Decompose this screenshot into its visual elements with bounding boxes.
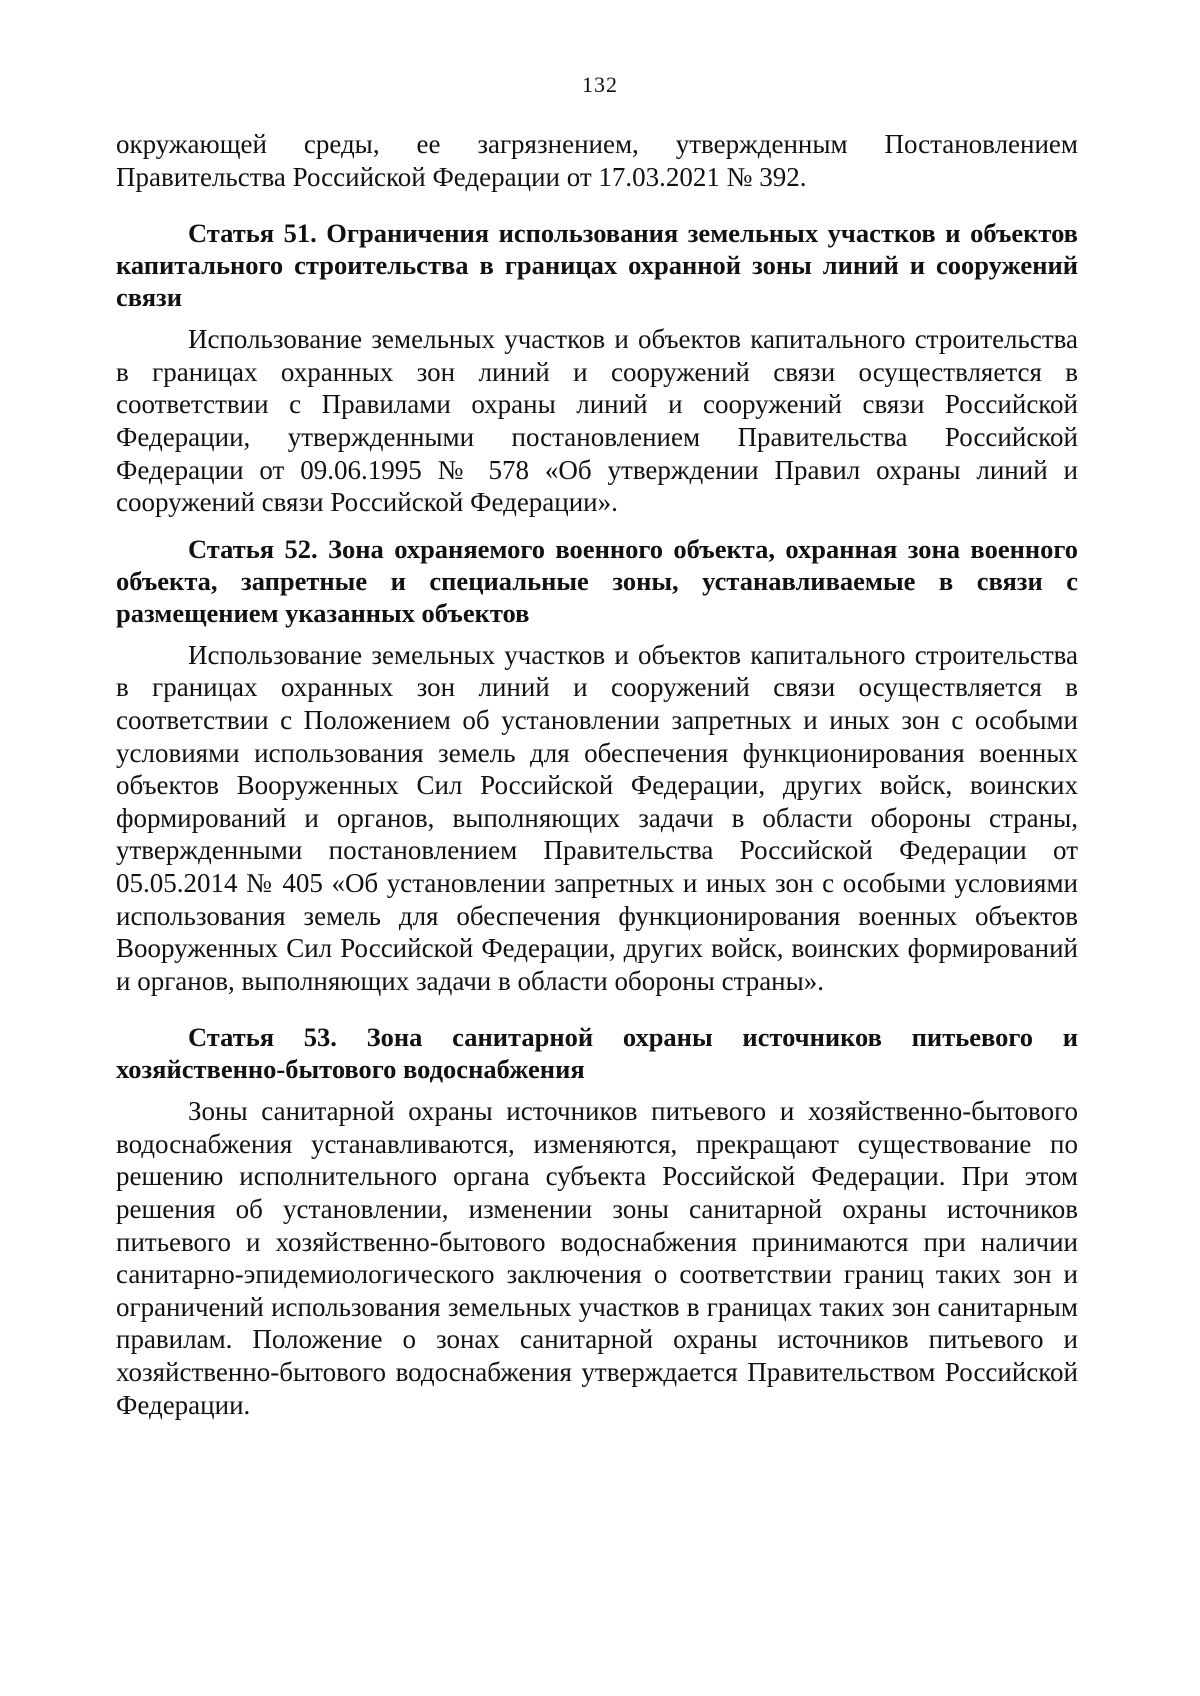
article-body: Использование земельных участков и объектов капитального строительства в границах охранных зон линий и сооружений связи осуществляется в соответствии с Правилами охраны линий и сооружений связи Российской Федерации, утвержденными постановлением Правительства Российской Федерации от 09.06.1995 № 578 «Об утверждении Правил охраны линий и сооружений связи Российской Федерации». <box>116 324 1078 518</box>
article-53 <box>116 1021 1078 1421</box>
article-heading: Статья 52. Зона охраняемого военного объекта, охранная зона военного объекта, запретные и специальные зоны, устанавливаемые в связи с размещением указанных объектов <box>116 533 1078 628</box>
page-number: 132 <box>582 72 618 97</box>
spacer <box>116 629 1078 639</box>
page-content <box>116 128 1078 1421</box>
spacer <box>116 519 1078 533</box>
spacer <box>116 193 1078 217</box>
article-body: Зоны санитарной охраны источников питьевого и хозяйственно-бытового водоснабжения устанавливаются, изменяются, прекращают существование по решению исполнительного органа субъекта Российской Федерации. При этом решения об установлении, изменении зоны санитарной охраны источников питьевого и хозяйственно-бытового водоснабжения принимаются при наличии санитарно-эпидемиологического заключения о соответствии границ таких зон и ограничений использования земельных участков в границах таких зон санитарным правилам. Положение о зонах санитарной охраны источников питьевого и хозяйственно-бытового водоснабжения утверждается Правительством Российской Федерации. <box>116 1096 1078 1420</box>
article-heading: Статья 53. Зона санитарной охраны источников питьевого и хозяйственно-бытового водоснабжения <box>116 1022 1078 1085</box>
spacer <box>116 313 1078 323</box>
article-heading: Статья 51. Ограничения использования земельных участков и объектов капитального строительства в границах охранной зоны линий и сооружений связи <box>116 218 1078 313</box>
intro-paragraph: окружающей среды, ее загрязнением, утвержденным Постановлением Правительства Российской Федерации от 17.03.2021 № 392. <box>116 129 1078 192</box>
spacer <box>116 1085 1078 1095</box>
article-51 <box>116 217 1078 519</box>
article-body: Использование земельных участков и объектов капитального строительства в границах охранных зон линий и сооружений связи осуществляется в соответствии с Положением об установлении запретных и иных зон с особыми условиями использования земель для обеспечения функционирования военных объектов Вооруженных Сил Российской Федерации, других войск, воинских формирований и органов, выполняющих задачи в области обороны страны, утвержденными постановлением Правительства Российской Федерации от 05.05.2014 № 405 «Об установлении запретных и иных зон с особыми условиями использования земель для обеспечения функционирования военных объектов Вооруженных Сил Российской Федерации, других войск, воинских формирований и органов, выполняющих задачи в области обороны страны». <box>116 639 1078 996</box>
article-52 <box>116 533 1078 998</box>
spacer <box>116 997 1078 1021</box>
